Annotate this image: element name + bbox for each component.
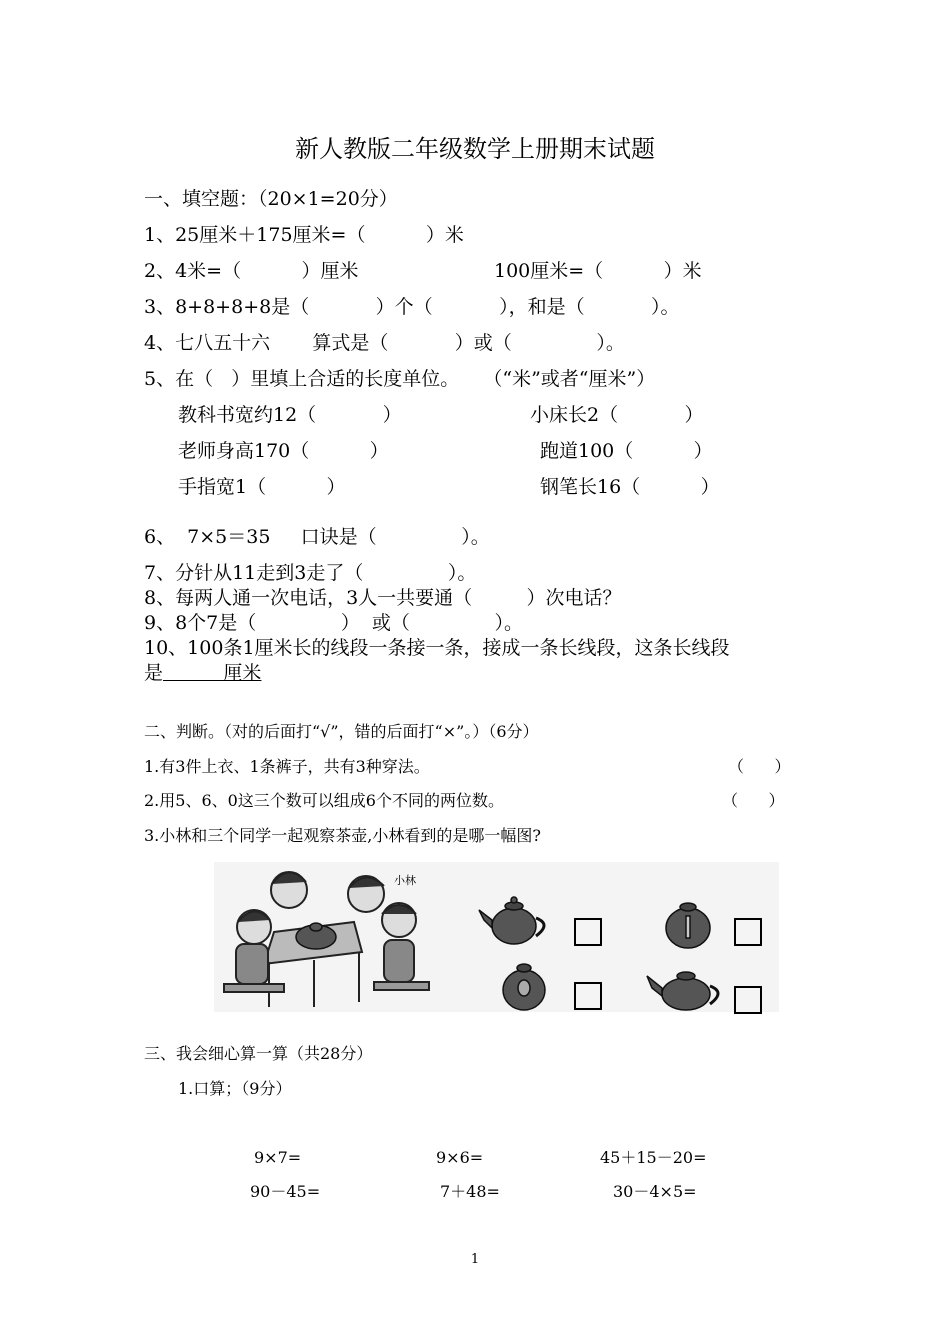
answer-checkbox-2[interactable] <box>734 918 762 946</box>
section1-q5-r2a: 老师身高170（ ） <box>178 440 389 462</box>
calc-r1-c1: 9×7= <box>254 1148 302 1167</box>
section1-q5-r3a: 手指宽1（ ） <box>178 476 346 498</box>
section1-q2a: 2、4米=（ ）厘米 <box>144 260 359 282</box>
answer-checkbox-1[interactable] <box>574 918 602 946</box>
section1-q3: 3、8+8+8+8是（ ）个（ ），和是（ ）。 <box>144 296 680 318</box>
teapot-illustration <box>214 862 779 1012</box>
section1-q8: 8、每两人通一次电话，3人一共要通（ ）次电话？ <box>144 587 622 609</box>
section2-q3: 3.小林和三个同学一起观察茶壶,小林看到的是哪一幅图? <box>144 826 541 845</box>
page-number: 1 <box>470 1252 480 1267</box>
section1-q10-line2 <box>144 664 261 683</box>
calc-r2-c2: 7＋48= <box>440 1182 500 1201</box>
section1-q4: 4、七八五十六 算式是（ ）或（ ）。 <box>144 332 625 354</box>
calc-r1-c2: 9×6= <box>436 1148 484 1167</box>
page-title: 新人教版二年级数学上册期末试题 <box>295 135 655 163</box>
section2-q2-answer-paren: （ ） <box>722 791 785 810</box>
section1-q5-r2b: 跑道100（ ） <box>540 440 713 462</box>
section1-q6: 6、 7×5＝35 口诀是（ ）。 <box>144 526 490 548</box>
section2-q2: 2.用5、6、0这三个数可以组成6个不同的两位数。 <box>144 791 504 810</box>
section1-q5-r1b: 小床长2（ ） <box>530 404 704 426</box>
q10-prefix: 是 <box>144 662 164 684</box>
section2-q1: 1.有3件上衣、1条裤子，共有3种穿法。 <box>144 757 430 776</box>
answer-checkbox-4[interactable] <box>734 986 762 1014</box>
section1-q2b: 100厘米=（ ）米 <box>494 260 702 282</box>
children-table-teapot-scene <box>214 862 779 1012</box>
section3-sub1: 1.口算；（9分） <box>178 1079 292 1098</box>
section1-heading: 一、填空题：（20×1=20分） <box>144 188 398 210</box>
illus-label-xiaolin: 小林 <box>394 874 416 887</box>
calc-r1-c3: 45＋15－20= <box>600 1148 707 1167</box>
section1-q10-line1: 10、100条1厘米长的线段一条接一条，接成一条长线段，这条长线段 <box>144 637 730 659</box>
section2-q1-answer-paren: （ ） <box>728 757 791 776</box>
q10-answer-blank: 厘米 <box>163 662 262 684</box>
calc-r2-c3: 30－4×5= <box>613 1182 697 1201</box>
section3-heading: 三、我会细心算一算（共28分） <box>144 1044 373 1063</box>
answer-checkbox-3[interactable] <box>574 982 602 1010</box>
section1-q9: 9、8个7是（ ） 或（ ）。 <box>144 612 523 634</box>
section1-q5-r1a: 教科书宽约12（ ） <box>178 404 402 426</box>
section2-heading: 二、判断。（对的后面打“√”，错的后面打“×”。）（6分） <box>144 722 539 741</box>
section1-q1: 1、25厘米＋175厘米=（ ）米 <box>144 224 464 246</box>
section1-q7: 7、分针从11走到3走了（ ）。 <box>144 562 477 584</box>
section1-q5-r3b: 钢笔长16（ ） <box>540 476 720 498</box>
calc-r2-c1: 90－45= <box>250 1182 321 1201</box>
section1-q5: 5、在（ ）里填上合适的长度单位。 （“米”或者“厘米”） <box>144 368 656 390</box>
